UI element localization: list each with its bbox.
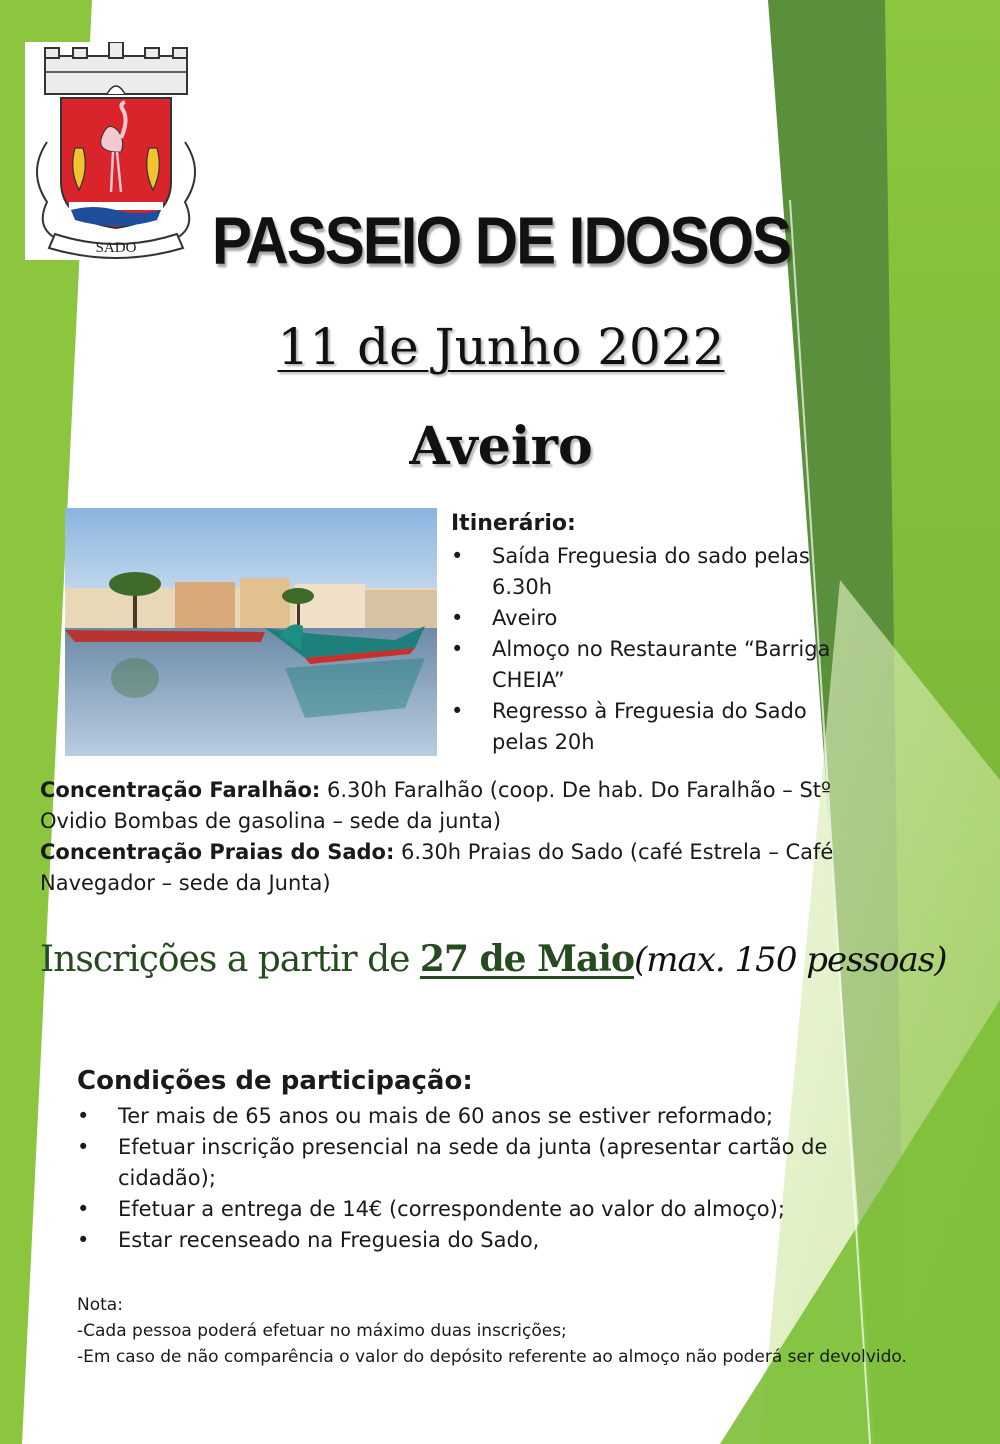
list-item: • Efetuar a entrega de 14€ (correspondente ao valor do almoço);: [77, 1194, 917, 1225]
event-place: Aveiro: [409, 416, 593, 477]
aveiro-photo: [65, 508, 437, 756]
itinerary-heading: Itinerário:: [451, 511, 576, 536]
registration-line: [40, 938, 947, 980]
list-item: • Regresso à Freguesia do Sado pelas 20h: [451, 696, 851, 758]
concentration-text: 6.30h Praias do Sado (café Estrela – Café Navegador – sede da Junta): [40, 840, 834, 895]
registration-date: 27 de Maio: [419, 938, 634, 980]
list-item: • Ter mais de 65 anos ou mais de 60 anos se estiver reformado;: [77, 1101, 917, 1132]
list-item: • Efetuar inscrição presencial na sede da junta (apresentar cartão de cidadão);: [77, 1132, 917, 1194]
list-item: • Aveiro: [451, 603, 851, 634]
crest-icon: [25, 42, 207, 260]
concentration-label: Concentração Praias do Sado:: [40, 840, 395, 864]
concentration-text: 6.30h Faralhão (coop. De hab. Do Faralhão – Stº Ovidio Bombas de gasolina – sede da junta): [40, 778, 831, 833]
event-date: 11 de Junho 2022: [277, 318, 725, 376]
note-heading: Nota:: [77, 1295, 123, 1315]
canal-boats-image: [65, 508, 437, 756]
concentration-praias: [40, 837, 840, 899]
page-title: PASSEIO DE IDOSOS: [211, 202, 791, 279]
concentration-points: [40, 775, 840, 899]
note: [77, 1292, 917, 1370]
conditions-heading: Condições de participação:: [77, 1066, 473, 1096]
concentration-farelhao: [40, 775, 840, 837]
registration-prefix: Inscrições a partir de: [40, 939, 420, 980]
list-item: • Estar recenseado na Freguesia do Sado,: [77, 1225, 917, 1256]
note-line: -Em caso de não comparência o valor do depósito referente ao almoço não poderá ser devolvido.: [77, 1347, 907, 1367]
note-line: -Cada pessoa poderá efetuar no máximo duas inscrições;: [77, 1321, 567, 1341]
list-item: • Saída Freguesia do sado pelas 6.30h: [451, 541, 851, 603]
concentration-label: Concentração Faralhão:: [40, 778, 321, 802]
list-item: • Almoço no Restaurante “Barriga CHEIA”: [451, 634, 851, 696]
registration-max: (max. 150 pessoas): [633, 940, 947, 980]
coat-of-arms: [25, 42, 207, 260]
participation-conditions: [77, 1066, 917, 1256]
crest-motto: SADO: [95, 240, 137, 256]
itinerary: [451, 508, 851, 758]
